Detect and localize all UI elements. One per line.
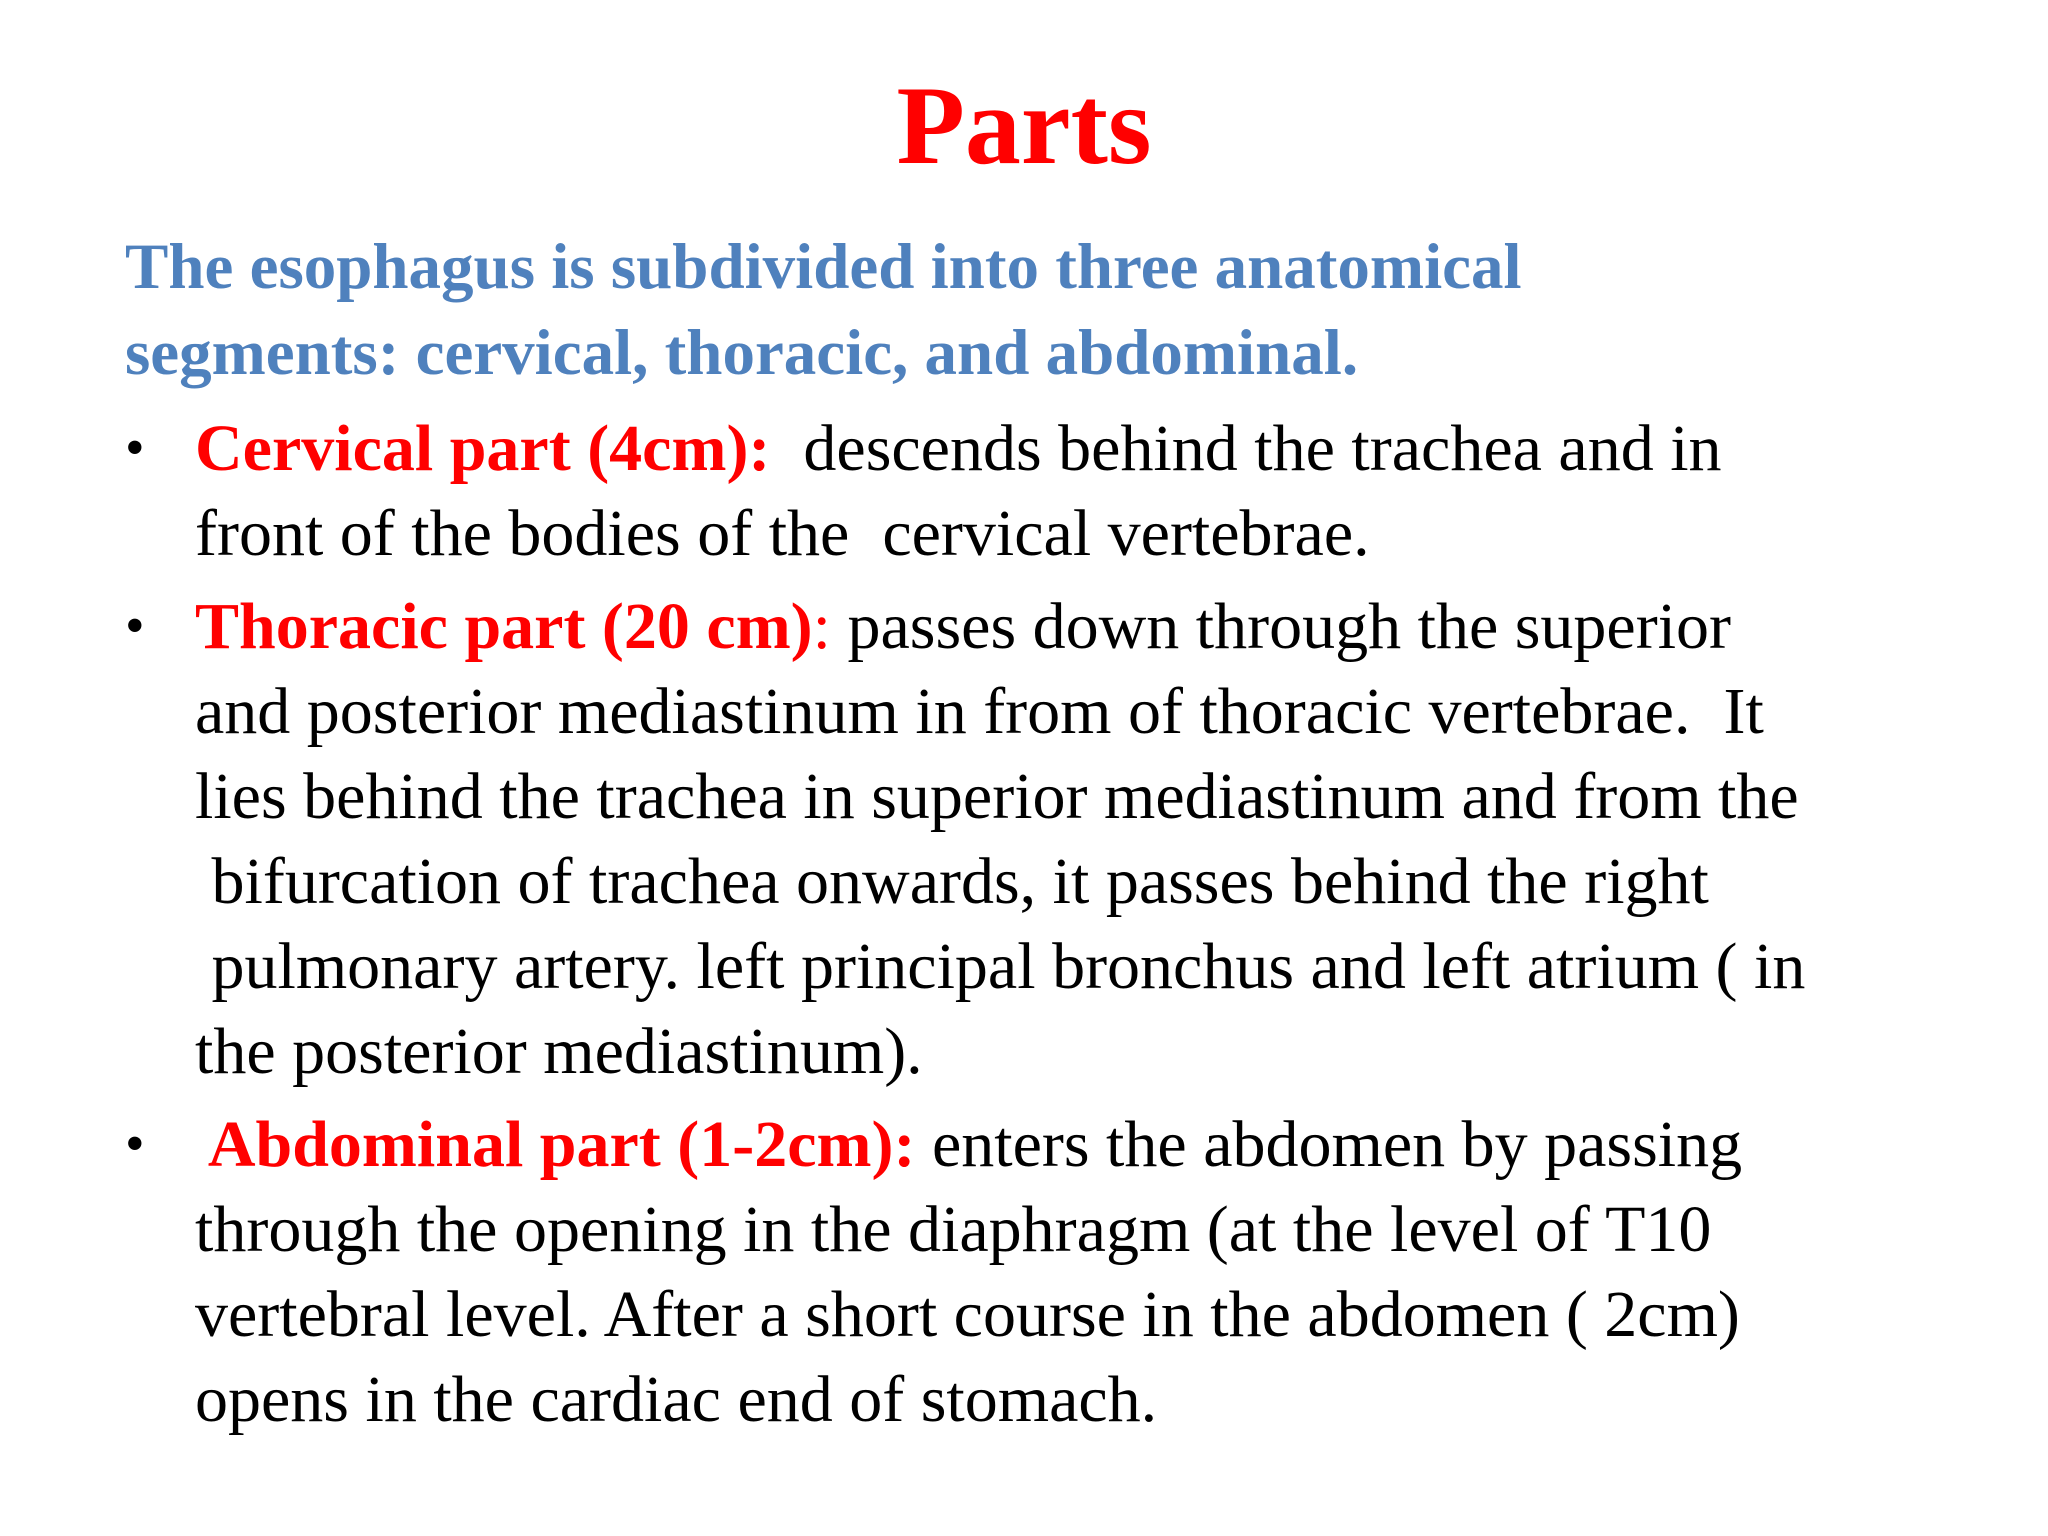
bullet-thoracic: [125, 584, 1975, 1094]
thoracic-text-line: the posterior mediastinum).: [195, 1015, 923, 1088]
intro-line: segments: cervical, thoracic, and abdominal.: [125, 317, 1359, 389]
bullet-cervical: [125, 406, 1975, 576]
abdominal-text-line: enters the abdomen by passing: [915, 1108, 1743, 1181]
thoracic-text-line: passes down through the superior: [831, 590, 1732, 663]
thoracic-label: Thoracic part (20 cm): [195, 590, 813, 663]
abdominal-text-line: opens in the cardiac end of stomach.: [195, 1363, 1158, 1436]
cervical-text-line: front of the bodies of the cervical vertebrae.: [195, 497, 1370, 570]
thoracic-text-line: pulmonary artery. left principal bronchus and left atrium ( in: [195, 930, 1806, 1003]
intro-paragraph: [125, 224, 1925, 396]
thoracic-text-line: and posterior mediastinum in from of thoracic vertebrae. It: [195, 675, 1764, 748]
bullet-abdominal: [125, 1102, 1975, 1442]
intro-line: The esophagus is subdivided into three anatomical: [125, 231, 1522, 303]
cervical-text-line: descends behind the trachea and in: [770, 412, 1722, 485]
bullet-marker: •: [125, 595, 145, 657]
abdominal-label: Abdominal part (1-2cm):: [195, 1108, 916, 1181]
thoracic-text-line: bifurcation of trachea onwards, it passes behind the right: [195, 845, 1709, 918]
thoracic-colon: :: [812, 590, 831, 663]
slide-title: Parts: [896, 64, 1152, 188]
cervical-label: Cervical part (4cm):: [195, 412, 771, 485]
bullet-marker: •: [125, 1113, 145, 1175]
abdominal-text-line: through the opening in the diaphragm (at the level of T10: [195, 1193, 1712, 1266]
abdominal-text-line: vertebral level. After a short course in the abdomen ( 2cm): [195, 1278, 1740, 1351]
parts-list: [125, 406, 1975, 1450]
thoracic-text-line: lies behind the trachea in superior mediastinum and from the: [195, 760, 1799, 833]
bullet-marker: •: [125, 417, 145, 479]
